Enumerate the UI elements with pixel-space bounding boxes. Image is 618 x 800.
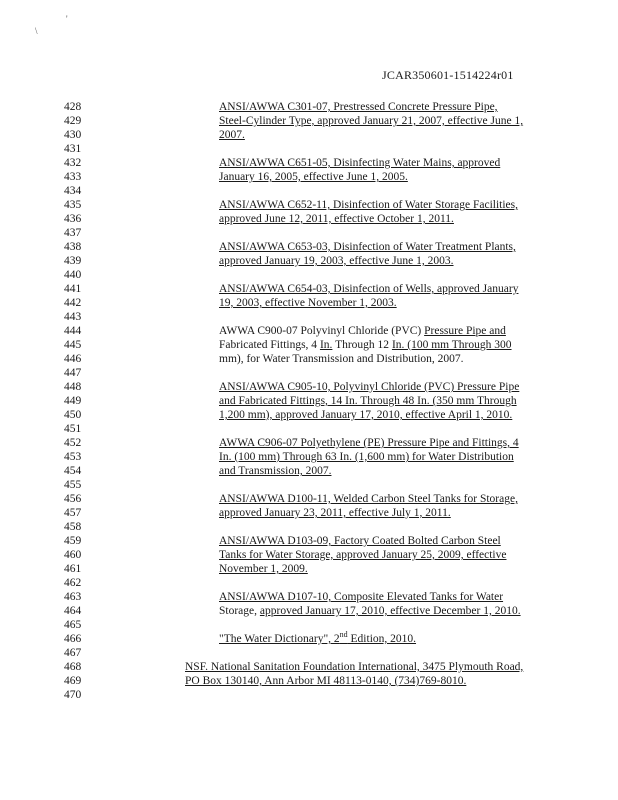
citation-line: approved June 12, 2011, effective October 1, 2011.: [219, 213, 454, 225]
line-number: 446: [64, 353, 82, 365]
citation-run-underlined: In.: [319, 339, 333, 351]
citation-line: [219, 338, 512, 352]
citation-line: ANSI/AWWA D100-11, Welded Carbon Steel Tanks for Storage,: [219, 493, 518, 505]
document-id: JCAR350601-1514224r01: [382, 68, 514, 82]
citation-line: AWWA C906-07 Polyethylene (PE) Pressure Pipe and Fittings, 4: [219, 437, 519, 449]
line-number: 440: [64, 269, 82, 281]
line-number: 437: [64, 227, 82, 239]
citation-line: ANSI/AWWA C654-03, Disinfection of Wells, approved January: [219, 283, 519, 295]
citation-line: ANSI/AWWA C905-10, Polyvinyl Chloride (PVC) Pressure Pipe: [219, 381, 520, 393]
line-number: 450: [64, 409, 82, 421]
line-number: 452: [64, 437, 82, 449]
line-number: 455: [64, 479, 82, 491]
citation-run: mm), for Water Transmission and Distribution, 2007.: [219, 353, 464, 365]
line-number: 449: [64, 395, 82, 407]
line-number: 459: [64, 535, 82, 547]
citation-line: [219, 632, 416, 646]
dictionary-title: "The Water Dictionary", 2: [219, 633, 340, 645]
line-number: 453: [64, 451, 82, 463]
line-number: 470: [64, 689, 82, 701]
line-number: 438: [64, 241, 82, 253]
line-number: 431: [64, 143, 82, 155]
line-number: 443: [64, 311, 82, 323]
citation-line: 19, 2003, effective November 1, 2003.: [219, 297, 397, 309]
line-number: 434: [64, 185, 82, 197]
line-number: 430: [64, 129, 82, 141]
citation-run-underlined: In. (100 mm Through 300: [391, 339, 512, 351]
line-number: 439: [64, 255, 82, 267]
line-number: 445: [64, 339, 82, 351]
citation-line: [219, 604, 521, 618]
citation-line: In. (100 mm) Through 63 In. (1,600 mm) for Water Distribution: [219, 451, 514, 463]
citation-line: [219, 590, 503, 604]
line-number: 429: [64, 115, 82, 127]
citation-line: ANSI/AWWA C651-05, Disinfecting Water Mains, approved: [219, 157, 501, 169]
line-number: 458: [64, 521, 82, 533]
citation-line: approved January 19, 2003, effective June 1, 2003.: [219, 255, 454, 267]
margin-speck-b: \: [35, 26, 38, 36]
line-number: 468: [64, 661, 82, 673]
line-number: 428: [64, 101, 82, 113]
line-number: 432: [64, 157, 82, 169]
citation-line: [219, 352, 464, 366]
line-number: 466: [64, 633, 82, 645]
citation-line: and Transmission, 2007.: [219, 465, 332, 477]
citation-line: Steel-Cylinder Type, approved January 21, 2007, effective June 1,: [219, 115, 524, 127]
line-number: 454: [64, 465, 82, 477]
citation-line: 2007.: [219, 129, 245, 141]
line-number: 469: [64, 675, 82, 687]
citation-run: Through 12: [332, 339, 392, 351]
line-number: 433: [64, 171, 82, 183]
line-number: 447: [64, 367, 82, 379]
line-number: 465: [64, 619, 82, 631]
line-number: 460: [64, 549, 82, 561]
citation-run: Storage,: [219, 605, 260, 617]
line-number: 444: [64, 325, 82, 337]
citation-run: AWWA C900-07 Polyvinyl Chloride (PVC): [219, 325, 425, 337]
citation-run-underlined: approved January 17, 2010, effective December 1, 2010.: [259, 605, 521, 617]
margin-speck-a: ': [66, 14, 68, 24]
line-number: 457: [64, 507, 82, 519]
line-number: 462: [64, 577, 82, 589]
citation-line: 1,200 mm), approved January 17, 2010, effective April 1, 2010.: [219, 409, 513, 421]
citation-run: Fabricated Fittings, 4: [219, 339, 320, 351]
line-number: 451: [64, 423, 82, 435]
line-number: 448: [64, 381, 82, 393]
line-number: 435: [64, 199, 82, 211]
citation-line: [219, 324, 506, 338]
line-number: 464: [64, 605, 82, 617]
citation-line: ANSI/AWWA C653-03, Disinfection of Water Treatment Plants,: [219, 241, 516, 253]
citation-line: Tanks for Water Storage, approved January 25, 2009, effective: [219, 549, 507, 561]
line-number: 441: [64, 283, 82, 295]
line-number: 456: [64, 493, 82, 505]
citation-run-underlined: ANSI/AWWA D107-10, Composite Elevated Tanks for Water: [219, 591, 504, 603]
organization-line: NSF. National Sanitation Foundation International, 3475 Plymouth Road,: [185, 661, 524, 673]
citation-line: ANSI/AWWA C301-07, Prestressed Concrete Pressure Pipe,: [219, 101, 498, 113]
citation-line: ANSI/AWWA D103-09, Factory Coated Bolted Carbon Steel: [219, 535, 501, 547]
line-number: 436: [64, 213, 82, 225]
organization-line: PO Box 130140, Ann Arbor MI 48113-0140, (734)769-8010.: [185, 675, 467, 687]
citation-run-underlined: Pressure Pipe and: [424, 325, 506, 337]
dictionary-edition: Edition, 2010.: [347, 633, 417, 645]
citation-line: and Fabricated Fittings, 14 In. Through 48 In. (350 mm Through: [219, 395, 517, 407]
citation-line: approved January 23, 2011, effective July 1, 2011.: [219, 507, 451, 519]
line-number: 461: [64, 563, 82, 575]
citation-line: ANSI/AWWA C652-11, Disinfection of Water Storage Facilities,: [219, 199, 519, 211]
ordinal-suffix: nd: [339, 630, 348, 640]
line-number: 467: [64, 647, 82, 659]
citation-line: January 16, 2005, effective June 1, 2005.: [219, 171, 408, 183]
line-number: 463: [64, 591, 82, 603]
citation-line: November 1, 2009.: [219, 563, 308, 575]
line-number: 442: [64, 297, 82, 309]
